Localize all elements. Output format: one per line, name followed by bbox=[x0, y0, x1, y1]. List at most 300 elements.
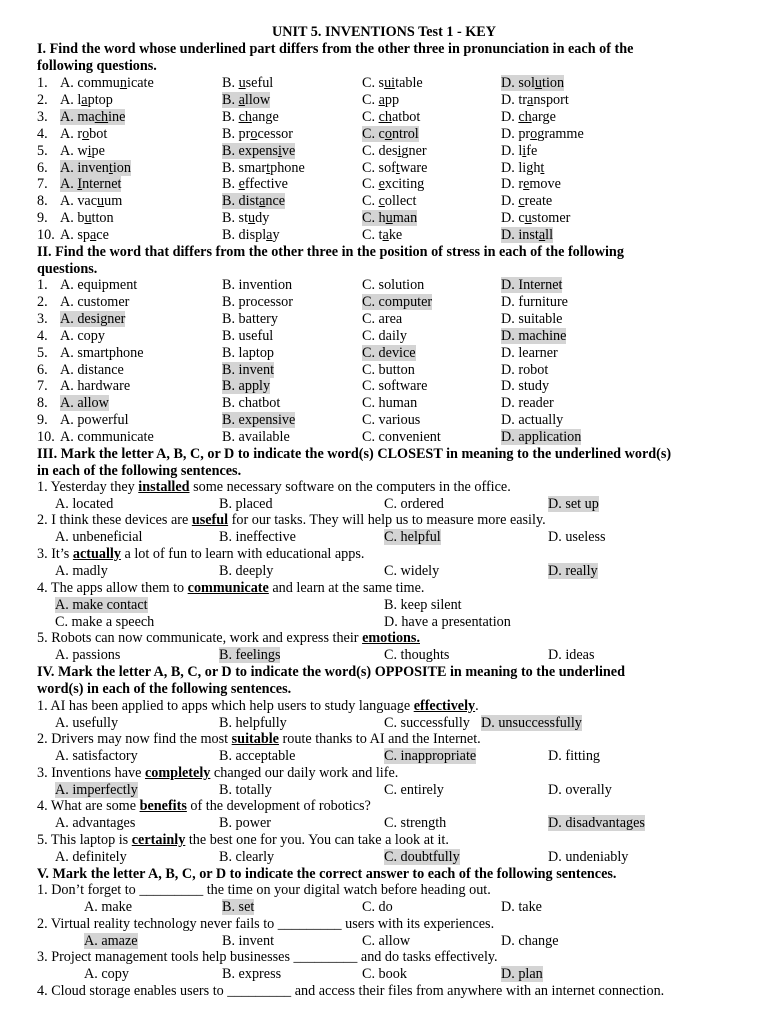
correct-answer-highlight bbox=[60, 160, 131, 176]
stem-text: a lot of fun to learn with educational apps. bbox=[120, 546, 365, 562]
option-text-part: C. bbox=[362, 91, 379, 108]
option-d bbox=[548, 647, 595, 663]
option-b bbox=[222, 328, 273, 344]
option-a bbox=[60, 75, 154, 91]
stem-text: . bbox=[475, 698, 479, 714]
option-text: A. make bbox=[84, 899, 133, 915]
option-text-part: ffective bbox=[244, 176, 288, 193]
option-c bbox=[362, 176, 424, 192]
option-text-part: B. st bbox=[222, 210, 249, 227]
question-stem bbox=[37, 630, 768, 646]
stem-text: 3. It’s bbox=[37, 546, 73, 562]
option-d bbox=[548, 782, 612, 798]
option-text-part: D. r bbox=[501, 176, 524, 193]
underlined-sound: u bbox=[385, 210, 393, 227]
key-word-underlined: effectively bbox=[413, 698, 476, 714]
underlined-sound: ch bbox=[238, 108, 252, 125]
question-number: 2. bbox=[37, 91, 48, 108]
option-a bbox=[55, 647, 120, 663]
option-c bbox=[384, 715, 470, 731]
option-d bbox=[501, 395, 554, 411]
option-c bbox=[362, 378, 427, 394]
correct-answer-highlight: A. amaze bbox=[84, 933, 138, 949]
option-d bbox=[501, 193, 552, 209]
option-text-part: B. bbox=[222, 91, 239, 108]
option-text: B. keep silent bbox=[384, 597, 462, 613]
key-word-underlined: emotions. bbox=[362, 630, 420, 646]
option-d bbox=[501, 126, 584, 142]
underlined-sound: e bbox=[523, 176, 530, 193]
option-b bbox=[222, 227, 280, 243]
option-c bbox=[362, 933, 410, 949]
option-text: A. advantages bbox=[55, 815, 136, 831]
option-d bbox=[384, 614, 511, 630]
option-text: B. useful bbox=[222, 327, 274, 344]
option-b bbox=[222, 378, 270, 394]
option-text-part: C. h bbox=[362, 210, 386, 227]
option-d bbox=[501, 210, 570, 226]
correct-answer-highlight bbox=[222, 193, 285, 209]
section1-heading: I. Find the word whose underlined part differs from the other three in pronunciation in each of the bbox=[37, 41, 634, 57]
option-text-part: D. pr bbox=[501, 125, 531, 142]
stem-text: and learn at the same time. bbox=[268, 580, 425, 596]
option-c bbox=[362, 210, 417, 226]
underlined-sound: o bbox=[530, 125, 538, 142]
option-b bbox=[222, 126, 293, 142]
underlined-sound: t bbox=[395, 159, 400, 176]
correct-answer-highlight: B. set bbox=[222, 899, 255, 915]
correct-answer-highlight: D. unsuccessfully bbox=[481, 715, 582, 731]
option-text-part: table bbox=[395, 75, 423, 91]
option-text-part: D. sol bbox=[501, 75, 535, 91]
option-text-part: A. b bbox=[60, 210, 85, 227]
option-a bbox=[60, 109, 125, 125]
underlined-sound: ch bbox=[94, 108, 109, 125]
key-word-underlined: installed bbox=[138, 479, 190, 495]
option-d bbox=[501, 75, 564, 91]
option-a bbox=[55, 563, 108, 579]
option-a bbox=[60, 412, 129, 428]
option-text: C. convenient bbox=[362, 429, 441, 446]
stem-text: 2. I think these devices are bbox=[37, 512, 192, 528]
option-d bbox=[501, 362, 548, 378]
option-text: D. useless bbox=[548, 529, 606, 545]
option-text-part: D. l bbox=[501, 142, 523, 159]
option-d bbox=[481, 715, 582, 731]
option-text-part: pp bbox=[384, 91, 400, 108]
correct-answer-highlight: D. disadvantages bbox=[548, 815, 645, 831]
page-title: UNIT 5. INVENTIONS Test 1 - KEY bbox=[271, 24, 497, 40]
option-c bbox=[384, 647, 449, 663]
underlined-sound: o bbox=[82, 125, 90, 142]
question-number: 1. bbox=[37, 75, 48, 91]
option-text-part: B. pr bbox=[222, 125, 251, 142]
option-text-part: A. vac bbox=[60, 193, 98, 210]
underlined-sound: a bbox=[266, 227, 273, 244]
option-d bbox=[548, 496, 599, 512]
option-a bbox=[60, 193, 122, 209]
option-text: A. passions bbox=[55, 647, 121, 663]
option-text bbox=[501, 92, 569, 108]
option-text: D. robot bbox=[501, 361, 549, 378]
question-stem bbox=[37, 698, 768, 714]
option-c bbox=[362, 126, 419, 142]
question-stem bbox=[37, 882, 768, 898]
option-a bbox=[55, 782, 138, 798]
option-text-part: nternet bbox=[82, 176, 122, 193]
option-d bbox=[501, 160, 544, 176]
option-text-part: C. bbox=[362, 176, 379, 193]
option-text-part: A. ma bbox=[60, 108, 95, 125]
option-text-part: atbot bbox=[391, 108, 421, 125]
stem-text: 3. Project management tools help businesses _________ and do tasks effectively. bbox=[37, 949, 498, 965]
option-text-part: icate bbox=[127, 75, 154, 91]
option-b bbox=[222, 311, 278, 327]
option-b bbox=[222, 210, 269, 226]
option-text-part: man bbox=[392, 210, 418, 227]
option-a bbox=[60, 294, 129, 310]
option-d bbox=[548, 529, 606, 545]
question-number: 10. bbox=[37, 227, 55, 244]
key-word-underlined: suitable bbox=[231, 731, 279, 747]
option-text-part: B. bbox=[222, 75, 239, 91]
option-a bbox=[60, 176, 121, 192]
option-b bbox=[222, 395, 280, 411]
option-d bbox=[501, 328, 566, 344]
option-text bbox=[222, 176, 288, 192]
correct-answer-highlight: B. invent bbox=[222, 361, 275, 378]
option-text bbox=[362, 109, 420, 125]
option-text: C. various bbox=[362, 412, 421, 429]
underlined-sound: t bbox=[266, 159, 271, 176]
section1-heading-cont: following questions. bbox=[37, 58, 157, 74]
stem-text: 2. Drivers may now find the most bbox=[37, 731, 232, 747]
option-text: B. placed bbox=[219, 496, 273, 512]
option-c bbox=[362, 193, 416, 209]
stem-text: 5. This laptop is bbox=[37, 832, 132, 848]
option-text: D. suitable bbox=[501, 310, 563, 327]
option-a bbox=[60, 362, 124, 378]
correct-answer-highlight: C. computer bbox=[362, 293, 433, 310]
option-text: C. solution bbox=[362, 277, 425, 293]
option-text-part: ion bbox=[112, 159, 131, 176]
underlined-sound: ch bbox=[378, 108, 392, 125]
option-text: C. strength bbox=[384, 815, 447, 831]
option-text bbox=[222, 160, 305, 176]
option-text-part: fe bbox=[526, 142, 538, 159]
option-text bbox=[60, 75, 154, 91]
option-text: B. battery bbox=[222, 310, 278, 327]
option-text bbox=[501, 143, 537, 159]
stem-text: route thanks to AI and the Internet. bbox=[278, 731, 481, 747]
option-b bbox=[222, 345, 274, 361]
underlined-sound: o bbox=[384, 125, 392, 142]
underlined-sound: i bbox=[277, 142, 282, 159]
option-text: A. distance bbox=[60, 361, 124, 378]
question-number: 2. bbox=[37, 293, 48, 310]
option-text-part: gner bbox=[401, 142, 427, 159]
underlined-sound: o bbox=[250, 125, 258, 142]
underlined-sound: c bbox=[378, 193, 385, 210]
option-a bbox=[55, 529, 142, 545]
option-text-part: D. ligh bbox=[501, 159, 541, 176]
section3-heading-cont: in each of the following sentences. bbox=[37, 463, 242, 479]
option-text bbox=[362, 193, 416, 209]
option-text-part: bot bbox=[89, 125, 108, 142]
option-d bbox=[501, 109, 556, 125]
section4-heading-cont: word(s) in each of the following sentences. bbox=[37, 681, 292, 697]
option-text: A. powerful bbox=[60, 412, 129, 429]
question-number: 8. bbox=[37, 395, 48, 412]
option-c bbox=[362, 92, 399, 108]
option-text-part: B. dist bbox=[222, 193, 260, 210]
option-a bbox=[60, 210, 114, 226]
section5-heading: V. Mark the letter A, B, C, or D to indicate the correct answer to each of the following sentences. bbox=[37, 866, 617, 882]
option-text: B. helpfully bbox=[219, 715, 287, 731]
option-b bbox=[222, 75, 273, 91]
option-text bbox=[362, 75, 423, 91]
question-stem bbox=[37, 765, 768, 781]
option-a bbox=[55, 815, 135, 831]
option-a bbox=[55, 597, 148, 613]
stem-text: 1. AI has been applied to apps which help users to study language bbox=[37, 698, 414, 714]
option-text-part: ollect bbox=[384, 193, 417, 210]
underlined-sound: a bbox=[81, 91, 88, 108]
question-stem bbox=[37, 949, 768, 965]
question-stem bbox=[37, 983, 768, 999]
option-c bbox=[384, 849, 460, 865]
correct-answer-highlight: C. helpful bbox=[384, 529, 441, 545]
underlined-sound: u bbox=[534, 75, 542, 91]
section2-heading: II. Find the word that differs from the other three in the position of stress in each of the following bbox=[37, 244, 624, 260]
option-text: C. thoughts bbox=[384, 647, 450, 663]
option-b bbox=[222, 176, 288, 192]
option-text bbox=[222, 210, 269, 226]
section2-heading-cont: questions. bbox=[37, 261, 98, 277]
option-c bbox=[362, 429, 441, 445]
option-a bbox=[55, 715, 118, 731]
option-text: B. chatbot bbox=[222, 395, 281, 412]
option-text: B. available bbox=[222, 429, 290, 446]
correct-answer-highlight: B. expensive bbox=[222, 412, 296, 429]
option-a bbox=[60, 92, 113, 108]
option-text: C. do bbox=[362, 899, 393, 915]
option-text-part: dy bbox=[255, 210, 270, 227]
option-b bbox=[219, 782, 272, 798]
option-text-part: B. smar bbox=[222, 159, 267, 176]
option-text-part: tton bbox=[91, 210, 114, 227]
option-text bbox=[222, 109, 279, 125]
option-text bbox=[362, 227, 402, 243]
stem-text: of the development of robotics? bbox=[186, 798, 371, 814]
correct-answer-highlight: C. doubtfully bbox=[384, 849, 460, 865]
option-d bbox=[501, 92, 569, 108]
underlined-sound: a bbox=[378, 91, 385, 108]
option-b bbox=[219, 647, 280, 663]
correct-answer-highlight: A. allow bbox=[60, 395, 109, 412]
option-text: B. acceptable bbox=[219, 748, 296, 764]
option-d bbox=[548, 849, 628, 865]
option-text: D. take bbox=[501, 899, 542, 915]
option-text-part: phone bbox=[270, 159, 305, 176]
option-text bbox=[222, 227, 280, 243]
option-b bbox=[219, 748, 295, 764]
option-c bbox=[362, 160, 427, 176]
underlined-sound: u bbox=[238, 75, 246, 91]
option-a bbox=[55, 748, 138, 764]
option-a bbox=[84, 899, 132, 915]
option-text-part: um bbox=[104, 193, 123, 210]
option-text: C. human bbox=[362, 395, 418, 412]
underlined-sound: i bbox=[397, 142, 402, 159]
option-text-part: A. commu bbox=[60, 75, 120, 91]
underlined-sound: c bbox=[518, 193, 525, 210]
key-word-underlined: useful bbox=[191, 512, 229, 528]
option-d bbox=[501, 294, 568, 310]
correct-answer-highlight: A. designer bbox=[60, 310, 126, 327]
option-a bbox=[60, 345, 144, 361]
underlined-sound: ch bbox=[518, 108, 532, 125]
correct-answer-highlight: D. machine bbox=[501, 327, 567, 344]
option-text: A. copy bbox=[60, 327, 105, 344]
question-number: 5. bbox=[37, 344, 48, 361]
option-text bbox=[501, 210, 570, 226]
option-text bbox=[501, 126, 584, 142]
option-c bbox=[362, 311, 402, 327]
option-text bbox=[60, 227, 109, 243]
option-b bbox=[219, 715, 287, 731]
underlined-sound: e bbox=[238, 176, 245, 193]
option-text bbox=[501, 176, 561, 192]
underlined-sound: a bbox=[238, 91, 245, 108]
option-c bbox=[384, 815, 446, 831]
option-d bbox=[501, 933, 559, 949]
underlined-sound: t bbox=[540, 159, 545, 176]
option-c bbox=[384, 496, 444, 512]
stem-text: 5. Robots can now communicate, work and express their bbox=[37, 630, 363, 646]
option-text-part: stomer bbox=[531, 210, 571, 227]
option-c bbox=[362, 109, 420, 125]
underlined-sound: n bbox=[119, 75, 127, 91]
question-stem bbox=[37, 731, 768, 747]
underlined-sound: i bbox=[87, 142, 92, 159]
question-number: 5. bbox=[37, 142, 48, 159]
option-text-part: ke bbox=[388, 227, 403, 244]
option-d bbox=[501, 345, 558, 361]
question-number: 10. bbox=[37, 429, 55, 446]
option-a bbox=[60, 143, 105, 159]
option-c bbox=[362, 143, 427, 159]
option-text-part: arge bbox=[531, 108, 556, 125]
option-a bbox=[60, 328, 105, 344]
option-text-part: D. bbox=[501, 193, 519, 210]
option-text bbox=[362, 176, 424, 192]
option-d bbox=[501, 311, 562, 327]
option-text-part: B. displ bbox=[222, 227, 267, 244]
stem-text: 1. Yesterday they bbox=[37, 479, 139, 495]
option-b bbox=[222, 966, 281, 982]
underlined-sound: e bbox=[378, 176, 385, 193]
option-text: B. invent bbox=[222, 933, 275, 949]
correct-answer-highlight bbox=[60, 176, 121, 192]
option-text-part: A. r bbox=[60, 125, 83, 142]
option-text-part: A. l bbox=[60, 91, 82, 108]
option-d bbox=[548, 563, 598, 579]
option-text: B. invention bbox=[222, 277, 293, 293]
option-c bbox=[362, 412, 420, 428]
option-text bbox=[501, 160, 544, 176]
option-text-part: A. bbox=[60, 176, 78, 193]
section3-heading: III. Mark the letter A, B, C, or D to indicate the word(s) CLOSEST in meaning to the underlined word(s) bbox=[37, 446, 672, 462]
correct-answer-highlight: D. set up bbox=[548, 496, 599, 512]
underlined-sound: a bbox=[527, 91, 534, 108]
option-text-part: A. w bbox=[60, 142, 88, 159]
option-d bbox=[548, 815, 645, 831]
option-text: D. study bbox=[501, 378, 550, 395]
correct-answer-highlight bbox=[222, 143, 295, 159]
underlined-sound: a bbox=[259, 193, 266, 210]
correct-answer-highlight: D. really bbox=[548, 563, 598, 579]
option-c bbox=[362, 395, 417, 411]
option-a bbox=[60, 227, 109, 243]
question-number: 9. bbox=[37, 210, 48, 227]
option-text-part: ine bbox=[108, 108, 126, 125]
option-d bbox=[548, 748, 600, 764]
option-text-part: C. t bbox=[362, 227, 383, 244]
underlined-sound: a bbox=[538, 227, 546, 244]
option-text-part: llow bbox=[244, 91, 271, 108]
option-c bbox=[384, 748, 476, 764]
option-text-part: C. sof bbox=[362, 159, 396, 176]
correct-answer-highlight: D. application bbox=[501, 429, 582, 446]
option-c bbox=[362, 227, 402, 243]
option-b bbox=[222, 429, 290, 445]
option-text-part: tion bbox=[542, 75, 565, 91]
option-c bbox=[362, 362, 415, 378]
stem-text: 4. What are some bbox=[37, 798, 140, 814]
correct-answer-highlight bbox=[501, 227, 553, 243]
stem-text: 4. The apps allow them to bbox=[37, 580, 188, 596]
option-a bbox=[60, 277, 137, 293]
underlined-sound: i bbox=[522, 142, 527, 159]
option-text: C. ordered bbox=[384, 496, 444, 512]
option-a bbox=[55, 496, 113, 512]
option-b bbox=[219, 849, 274, 865]
question-number: 3. bbox=[37, 310, 48, 327]
option-text: A. communicate bbox=[60, 429, 154, 446]
option-text-part: D. bbox=[501, 108, 519, 125]
stem-text: changed our daily work and life. bbox=[210, 765, 399, 781]
option-c bbox=[362, 277, 424, 293]
question-stem bbox=[37, 479, 768, 495]
question-number: 6. bbox=[37, 361, 48, 378]
option-text-part: B. expens bbox=[222, 142, 278, 159]
option-text: A. usefully bbox=[55, 715, 119, 731]
option-text: D. reader bbox=[501, 395, 554, 412]
key-word-underlined: actually bbox=[72, 546, 121, 562]
option-c bbox=[362, 966, 407, 982]
option-text-part: y bbox=[272, 227, 280, 244]
option-text: B. totally bbox=[219, 782, 272, 798]
key-word-underlined: communicate bbox=[187, 580, 269, 596]
option-text-part: pe bbox=[91, 142, 105, 159]
option-text: D. furniture bbox=[501, 293, 568, 310]
correct-answer-highlight bbox=[362, 126, 419, 142]
option-text: A. madly bbox=[55, 563, 108, 579]
option-text-part: reate bbox=[524, 193, 553, 210]
option-text: D. actually bbox=[501, 412, 564, 429]
correct-answer-highlight: A. make contact bbox=[55, 597, 148, 613]
